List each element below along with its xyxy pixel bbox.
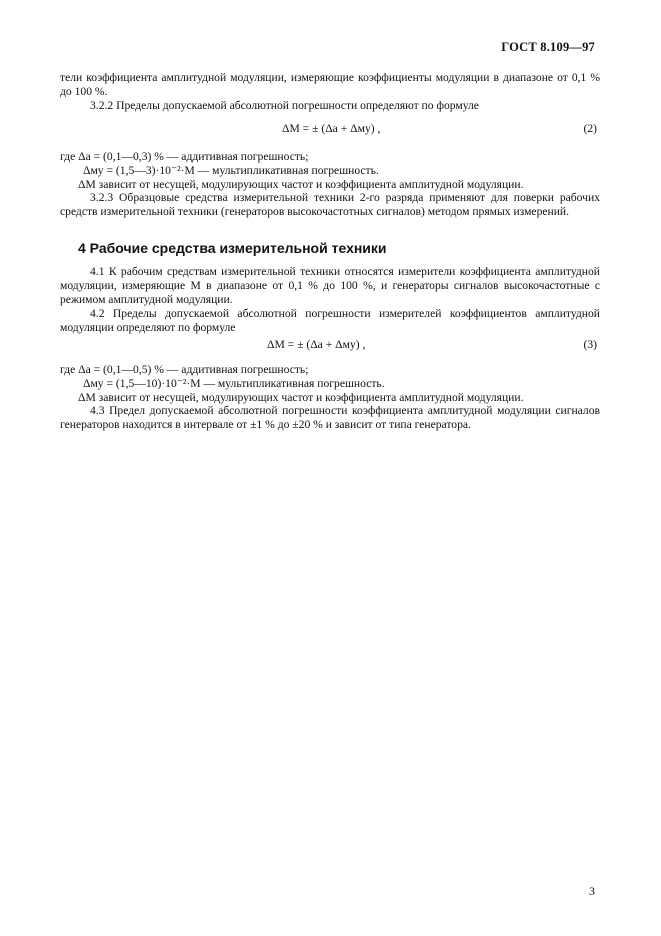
document-header: ГОСТ 8.109—97 [501,40,595,54]
paragraph-continuation: тели коэффициента амплитудной модуляции, измеряющие коэффициенты модуляции в диапазоне от 0,1 % до 100 %. [60,71,600,98]
formula-3: ΔM = ± (Δа + Δму) , [267,338,366,351]
paragraph-3-2-3: 3.2.3 Образцовые средства измерительной техники 2-го разряда применяют для поверки рабочих средств измерительной техники (генераторов высокочастотных сигналов) методом прямых измерений. [60,191,600,218]
paragraph-3-2-2: 3.2.2 Пределы допускаемой абсолютной погрешности определяют по формуле [90,99,479,112]
section-4-heading: 4 Рабочие средства измерительной техники [78,240,387,256]
where-multiplicative-4: Δму = (1,5—10)·10⁻²·M — мультипликативная погрешность. [83,377,385,390]
where-additive-4: где Δа = (0,1—0,5) % — аддитивная погрешность; [60,363,309,376]
where-dependence-4: ΔM зависит от несущей, модулирующих частот и коэффициента амплитудной модуляции. [78,391,524,404]
formula-3-number: (3) [583,338,597,351]
paragraph-4-1: 4.1 К рабочим средствам измерительной техники относятся измерители коэффициента амплитудной модуляции, измеряющие M в диапазоне от 0,1 % до 100 %, и генераторы сигналов высокочастотные с режимом амплитудной модуляции. [60,265,600,306]
paragraph-4-2: 4.2 Пределы допускаемой абсолютной погрешности измерителей коэффициентов амплитудной модуляции определяют по формуле [60,307,600,334]
where-additive-3: где Δа = (0,1—0,3) % — аддитивная погрешность; [60,150,309,163]
where-multiplicative-3: Δму = (1,5—3)·10⁻²·M — мультипликативная погрешность. [83,164,379,177]
where-dependence-3: ΔM зависит от несущей, модулирующих частот и коэффициента амплитудной модуляции. [78,178,524,191]
formula-2: ΔM = ± (Δа + Δму) , [282,122,381,135]
page-number: 3 [589,884,595,898]
paragraph-4-3: 4.3 Предел допускаемой абсолютной погрешности коэффициента амплитудной модуляции сигналов генераторов находится в интервале от ±1 % до ±20 % и зависит от типа генератора. [60,404,600,431]
formula-2-number: (2) [583,122,597,135]
